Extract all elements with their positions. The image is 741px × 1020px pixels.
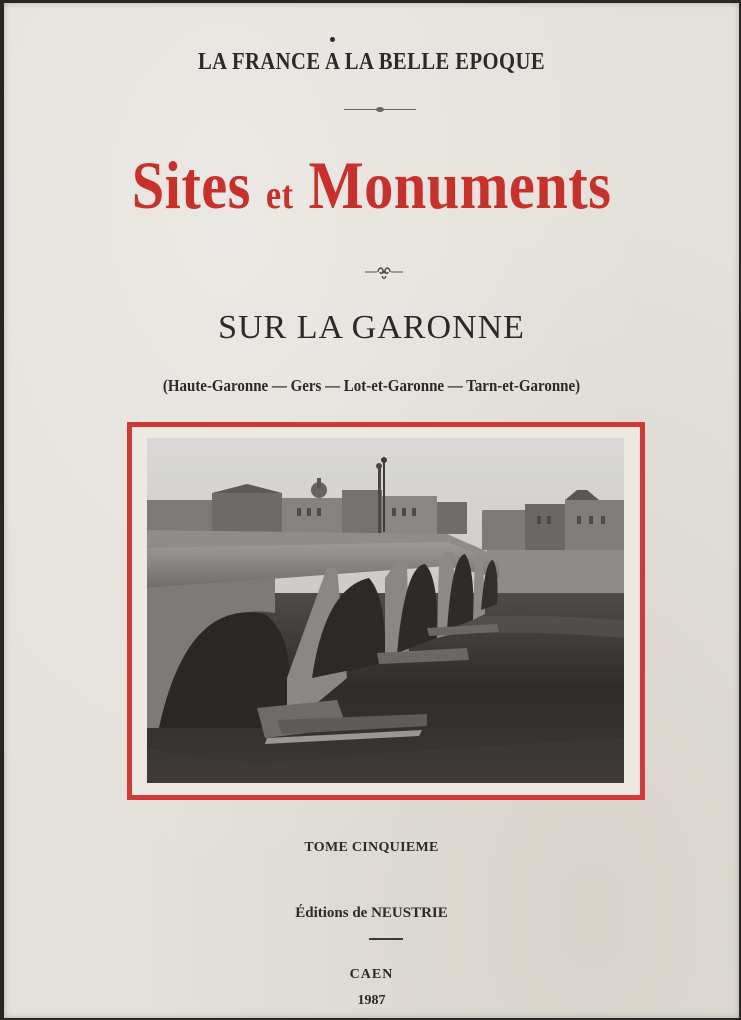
book-cover bbox=[4, 3, 739, 1018]
decorative-rule bbox=[344, 109, 416, 110]
title-word-et: et bbox=[265, 172, 294, 217]
publication-year: 1987 bbox=[357, 993, 386, 1008]
publisher-name: Éditions de NEUSTRIE bbox=[295, 905, 448, 921]
regions-list: (Haute-Garonne — Gers — Lot-et-Garonne — Tarn-et-Garonne) bbox=[162, 376, 581, 395]
volume-label: TOME CINQUIEME bbox=[304, 840, 439, 855]
publisher-rule bbox=[369, 938, 403, 940]
subtitle: SUR LA GARONNE bbox=[218, 309, 525, 346]
decorative-dot bbox=[330, 37, 335, 42]
title-word-sites: Sites bbox=[131, 147, 251, 223]
ornament-icon bbox=[361, 262, 407, 282]
publication-city: CAEN bbox=[349, 967, 394, 982]
title-word-monuments: Monuments bbox=[308, 147, 612, 223]
series-title: LA FRANCE A LA BELLE EPOQUE bbox=[197, 49, 546, 75]
photo-frame bbox=[127, 422, 645, 800]
main-title bbox=[55, 145, 687, 235]
bridge-illustration-icon bbox=[147, 438, 624, 783]
bridge-photo bbox=[147, 438, 624, 783]
